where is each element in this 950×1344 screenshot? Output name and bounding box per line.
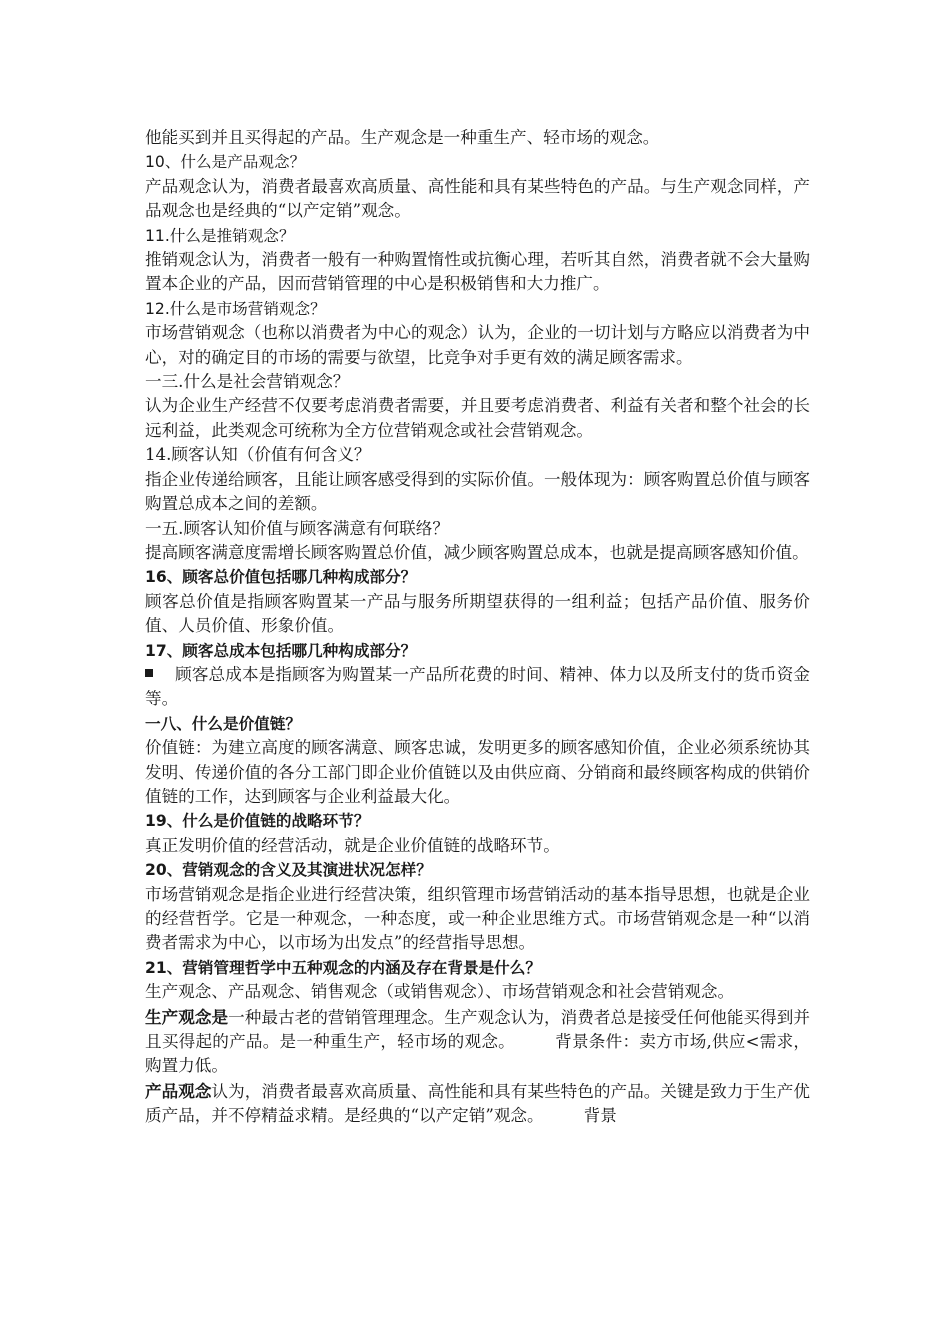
answer-paragraph: 价值链：为建立高度的顾客满意、顾客忠诚，发明更多的顾客感知价值，企业必须系统协其发明、传递价值的各分工部门即企业价值链以及由供应商、分销商和最终顾客构成的供销价值链的工作，达到顾客与企业利益最大化。 [145, 738, 810, 806]
question-heading: 20、营销观念的含义及其演进状况怎样？ [145, 861, 432, 880]
answer-paragraph: 生产观念、产品观念、销售观念（或销售观念）、市场营销观念和社会营销观念。 [145, 982, 735, 1002]
question-heading: 16、顾客总价值包括哪几种构成部分？ [145, 568, 417, 587]
term-background: 背景条件：卖方市场,供应<需求，购置力低。 [145, 1032, 810, 1076]
bullet-paragraph [145, 663, 810, 712]
answer-paragraph [145, 1005, 810, 1079]
question-heading: 19、什么是价值链的战略环节？ [145, 812, 370, 831]
question-heading: 一三.什么是社会营销观念？ [145, 372, 350, 392]
question-heading: 10、什么是产品观念？ [145, 153, 306, 172]
question-heading: 11.什么是推销观念？ [145, 226, 295, 245]
bullet-square-icon [145, 669, 153, 677]
question-heading: 一八、什么是价值链？ [145, 714, 301, 733]
term-body: 认为，消费者最喜欢高质量、高性能和具有某些特色的产品。关键是致力于生产优质产品，并不停精益求精。是经典的“以产定销”观念。 [145, 1081, 811, 1126]
paragraph: 他能买到并且买得起的产品。生产观念是一种重生产、轻市场的观念。 [145, 128, 660, 147]
answer-paragraph: 指企业传递给顾客，且能让顾客感受得到的实际价值。一般体现为：顾客购置总价值与顾客购置总成本之间的差额。 [145, 469, 810, 514]
answer-paragraph: 顾客总价值是指顾客购置某一产品与服务所期望获得的一组利益；包括产品价值、服务价值、人员价值、形象价值。 [145, 591, 810, 636]
question-heading: 17、顾客总成本包括哪几种构成部分？ [145, 641, 417, 660]
answer-paragraph [145, 1079, 810, 1129]
question-heading: 21、营销管理哲学中五种观念的内涵及存在背景是什么？ [145, 958, 541, 977]
document-page [145, 126, 810, 1129]
answer-paragraph: 提高顾客满意度需增长顾客购置总价值，减少顾客购置总成本，也就是提高顾客感知价值。 [145, 542, 809, 562]
answer-paragraph: 认为企业生产经营不仅要考虑消费者需要，并且要考虑消费者、利益有关者和整个社会的长远利益，此类观念可统称为全方位营销观念或社会营销观念。 [145, 396, 810, 440]
question-heading: 一五.顾客认知价值与顾客满意有何联络？ [145, 518, 449, 538]
answer-paragraph: 推销观念认为，消费者一般有一种购置惰性或抗衡心理，若听其自然，消费者就不会大量购置本企业的产品，因而营销管理的中心是积极销售和大力推广。 [145, 250, 810, 294]
term-lead: 产品观念 [145, 1080, 212, 1101]
answer-paragraph: 市场营销观念是指企业进行经营决策，组织管理市场营销活动的基本指导思想，也就是企业的经营哲学。它是一种观念，一种态度，或一种企业思维方式。市场营销观念是一种“以消费者需求为中心，以市场为出发点”的经营指导思想。 [145, 884, 810, 953]
answer-paragraph: 真正发明价值的经营活动，就是企业价值链的战略环节。 [145, 835, 560, 855]
term-body: 一种最古老的营销管理理念。生产观念认为，消费者总是接受任何他能买得到并且买得起的产品。是一种重生产，轻市场的观念。 [145, 1007, 811, 1052]
question-heading: 14.顾客认知（价值有何含义？ [145, 445, 371, 465]
bullet-text: 顾客总成本是指顾客为购置某一产品所花费的时间、精神、体力以及所支付的货币资金等。 [145, 664, 810, 709]
term-lead: 生产观念是 [145, 1006, 229, 1027]
question-heading: 12.什么是市场营销观念？ [145, 299, 326, 318]
answer-paragraph: 产品观念认为，消费者最喜欢高质量、高性能和具有某些特色的产品。与生产观念同样，产品观念也是经典的“以产定销”观念。 [145, 176, 810, 221]
answer-paragraph: 市场营销观念（也称以消费者为中心的观念）认为，企业的一切计划与方略应以消费者为中心，对的确定目的市场的需要与欲望，比竞争对手更有效的满足顾客需求。 [145, 323, 810, 367]
term-background: 背景 [583, 1106, 617, 1126]
